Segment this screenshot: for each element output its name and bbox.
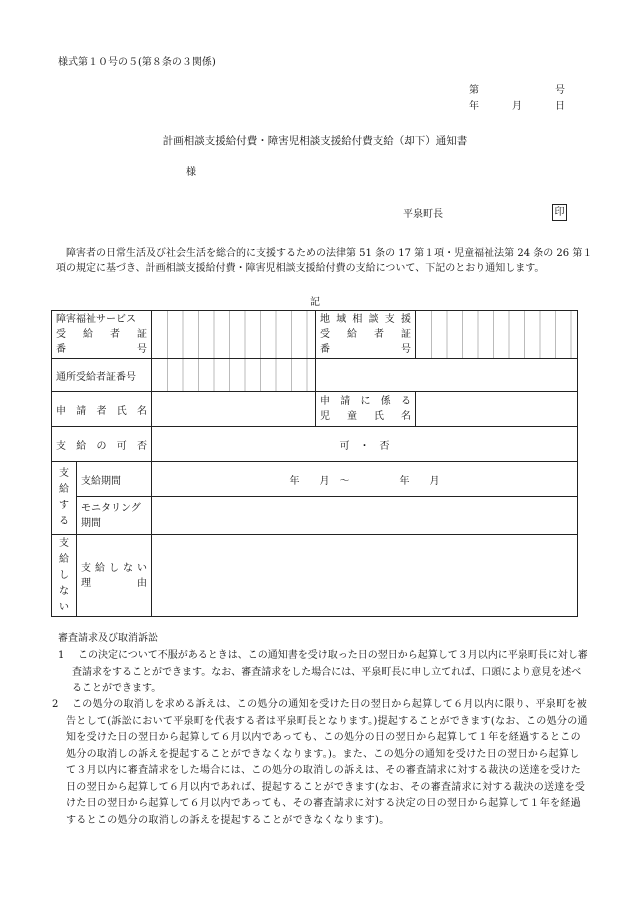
notice-table (51, 310, 578, 617)
document-title: 計画相談支援給付費・障害児相談支援給付費支給（却下）通知書 (162, 135, 468, 147)
approval-value[interactable]: 可 ・ 否 (152, 427, 578, 462)
grant-char: る (59, 516, 69, 527)
ki-heading: 記 (310, 297, 320, 308)
grant-vertical-label (52, 462, 77, 535)
svc-number-label (52, 311, 152, 359)
child-name-label (316, 392, 416, 427)
period-label: 支給期間 (77, 462, 152, 497)
seal-box: 印 (552, 204, 567, 221)
svc-label-line1: 障害福祉サービス (56, 314, 136, 325)
region-number-label (316, 311, 416, 359)
child-label-line2: 児童氏名 (320, 411, 411, 422)
monitoring-label: モニタリング期間 (77, 497, 152, 535)
addressee-suffix: 様 (186, 167, 196, 178)
child-name-cell[interactable] (416, 392, 578, 427)
deny-char: 支 (59, 537, 69, 549)
facility-number-cell[interactable] (152, 359, 316, 392)
appeal-item-text: この決定について不服があるときは、この通知書を受け取った日の翌日から起算して３月以内に平泉町長に対し審査請求をすることができます。なお、審査請求をした場合には、平泉町長に申し立てれば、口頭により意見を述べることができます。 (72, 650, 588, 694)
deny-char: 給 (59, 553, 69, 565)
table-row (52, 359, 578, 392)
table-row (52, 497, 578, 535)
appeal-item-text: この処分の取消しを求める訴えは、この処分の通知を受けた日の翌日から起算して６月以内に限り、平泉町を被告として(訴訟において平泉町を代表する者は平泉町長となります。)提起することができます(なお、この処分の通知を受けた日の翌日から起算して６月以内であっても、この処分の日の翌日から起算して１年を経過するとこの処分の取消しの訴えを提起することができなくなります。)。また、この処分の通知を受けた日の翌日から起算して３月以内に審査請求をした場合には、この処分の取消しの訴えは、その審査請求に対する裁決の送達を受けた日の翌日から起算して６月以内であれば、提起することができます(なお、その審査請求に対する裁決の送達を受けた日の翌日から起算して６月以内であっても、その審査請求に対する決定の日の翌日から起算して１年を経過するとこの処分の取消しの訴えを提起することができなくなります)。 (66, 699, 588, 826)
appeal-item-number: 2 (52, 699, 59, 710)
table-row (52, 535, 578, 617)
reason-label-line1: 支給しない (81, 562, 147, 574)
child-label-line1: 申請に係る (320, 396, 411, 407)
region-number-cell[interactable] (416, 311, 578, 359)
approval-label: 支給の可否 (52, 427, 152, 462)
svc-label-line3: 番号 (56, 344, 147, 355)
period-value[interactable]: 年 月 ～ 年 月 (152, 462, 578, 497)
date-month: 月 (512, 101, 522, 112)
region-label-line1: 地域相談支援 (320, 314, 411, 325)
intro-paragraph: 障害者の日常生活及び社会生活を総合的に支援するための法律第 51 条の 17 第１項・児童福祉法第 24 条の 26 第１項の規定に基づき、計画相談支援給付費・障害児相談支援給付費の支給について、下記のとおり通知します。 (56, 248, 593, 274)
appeal-item-2 (52, 697, 588, 829)
applicant-name-cell[interactable] (152, 392, 316, 427)
appeal-item-1 (58, 648, 588, 698)
svc-number-cell[interactable] (152, 311, 316, 359)
grant-char: 給 (59, 484, 69, 495)
date-year: 年 (469, 101, 479, 112)
facility-number-label: 通所受給者証番号 (52, 359, 152, 392)
deny-vertical-label (52, 535, 77, 617)
form-id: 様式第１０号の５(第８条の３関係) (58, 57, 216, 68)
number-suffix: 号 (555, 85, 565, 96)
facility-blank-cell (316, 359, 578, 392)
table-row (52, 427, 578, 462)
applicant-name-label: 申請者氏名 (52, 392, 152, 427)
grant-char: す (59, 500, 69, 511)
table-row (52, 392, 578, 427)
appeal-item-number: 1 (58, 650, 65, 661)
reason-cell[interactable] (152, 535, 578, 617)
date-day: 日 (555, 101, 565, 112)
deny-char: し (59, 569, 69, 581)
deny-char: い (59, 601, 69, 613)
reason-label-line2: 理由 (81, 577, 147, 589)
grant-char: 支 (59, 468, 69, 479)
table-row (52, 311, 578, 359)
region-label-line3: 番号 (320, 344, 411, 355)
table-row (52, 462, 578, 497)
monitoring-cell[interactable] (152, 497, 578, 535)
region-label-line2: 受給者証 (320, 329, 411, 340)
deny-char: な (59, 585, 69, 597)
reason-label (77, 535, 152, 617)
issuer-name: 平泉町長 (403, 209, 443, 220)
svc-label-line2: 受給者証 (56, 329, 147, 340)
appeal-section-title: 審査請求及び取消訴訟 (58, 633, 158, 644)
number-prefix: 第 (469, 85, 479, 96)
